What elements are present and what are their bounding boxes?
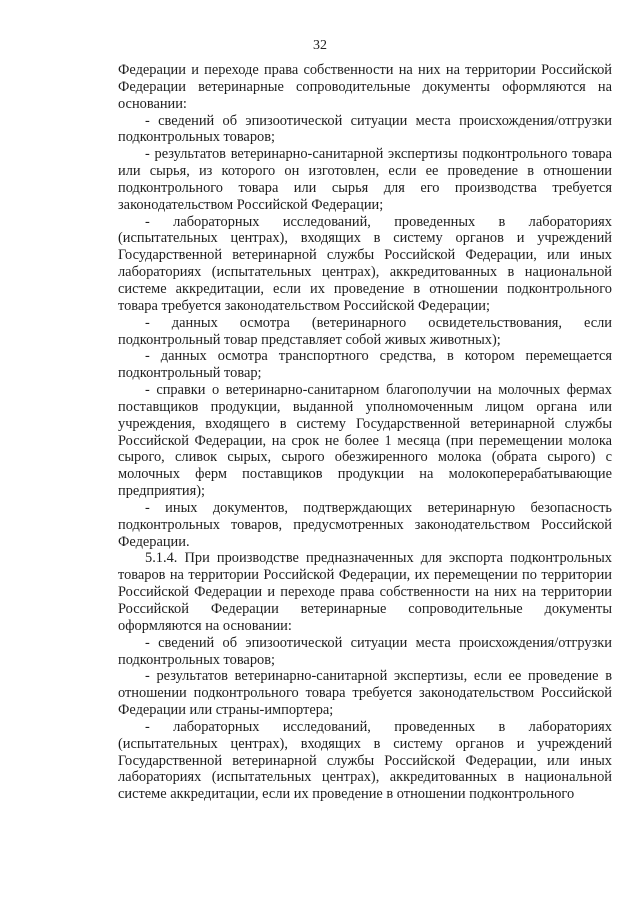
list-item-other-documents: - иных документов, подтверждающих ветеринарную безопасность подконтрольных товаров, предусмотренных законодательством Российской Федерации.	[118, 499, 612, 550]
list-item-inspection-data: - данных осмотра (ветеринарного освидетельствования, если подконтрольный товар представляет собой живых животных);	[118, 314, 612, 348]
list-item-lab-research-export: - лабораторных исследований, проведенных в лабораториях (испытательных центрах), входящих в систему органов и учреждений Государственной ветеринарной службы Российской Федерации, или иных лабораториях (испытательных центрах), аккредитованных в национальной системе аккредитации, если их проведение в отношении подконтрольного	[118, 718, 612, 803]
list-item-dairy-farm-certificate: - справки о ветеринарно-санитарном благополучии на молочных фермах поставщиков продукции, выданной уполномоченным лицом органа или учреждения, входящего в систему Государственной ветеринарной службы Российской Федерации, на срок не более 1 месяца (при перемещении молока сырого, сливок сырых, сырого обезжиренного молока (обрата сырого) с молочных ферм поставщиков продукции на молокоперерабатывающие предприятия);	[118, 382, 612, 500]
list-item-vehicle-inspection: - данных осмотра транспортного средства, в котором перемещается подконтрольный товар;	[118, 348, 612, 382]
paragraph-continuation: Федерации и переходе права собственности на них на территории Российской Федерации ветеринарные сопроводительные документы оформляются на основании:	[118, 62, 612, 112]
page-number: 32	[313, 38, 327, 53]
document-body	[118, 62, 612, 803]
list-item-vet-sanitary-expertise-export: - результатов ветеринарно-санитарной экспертизы, если ее проведение в отношении подконтрольного товара требуется законодательством Российской Федерации или страны-импортера;	[118, 668, 612, 719]
list-item-lab-research: - лабораторных исследований, проведенных в лабораториях (испытательных центрах), входящих в систему органов и учреждений Государственной ветеринарной службы Российской Федерации, или иных лабораториях (испытательных центрах), аккредитованных в национальной системе аккредитации, если их проведение в отношении подконтрольного товара требуется законодательством Российской Федерации;	[118, 213, 612, 314]
list-item-epizootic-situation: - сведений об эпизоотической ситуации места происхождения/отгрузки подконтрольных товаров;	[118, 112, 612, 146]
section-5-1-4: 5.1.4. При производстве предназначенных для экспорта подконтрольных товаров на территории Российской Федерации, их перемещении по территории Российской Федерации и переходе права собственности на них на территории Российской Федерации ветеринарные сопроводительные документы оформляются на основании:	[118, 550, 612, 634]
list-item-epizootic-situation-export: - сведений об эпизоотической ситуации места происхождения/отгрузки подконтрольных товаров;	[118, 634, 612, 668]
list-item-vet-sanitary-expertise: - результатов ветеринарно-санитарной экспертизы подконтрольного товара или сырья, из которого он изготовлен, если ее проведение в отношении подконтрольного товара или сырья для его производства требуется законодательством Российской Федерации;	[118, 146, 612, 213]
